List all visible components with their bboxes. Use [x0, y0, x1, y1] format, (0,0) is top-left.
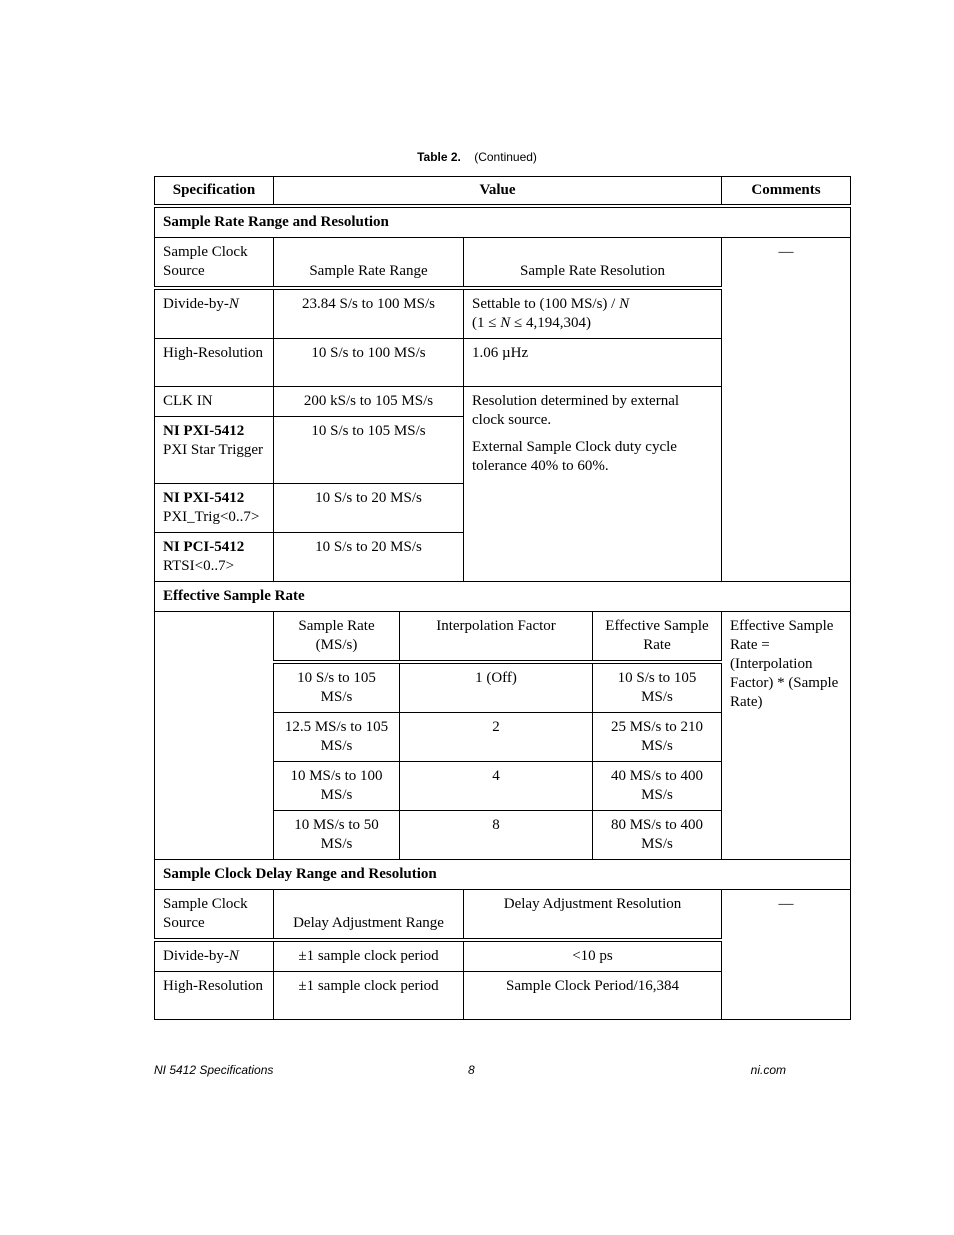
resolution-text: (1 ≤	[472, 315, 501, 331]
sample-rate-cell: 12.5 MS/s to 105 MS/s	[274, 713, 400, 762]
comment-delay: —	[722, 890, 851, 1020]
delay-resolution-cell: <10 ps	[464, 940, 722, 972]
table-header-row	[155, 177, 851, 207]
subheader-row	[155, 238, 851, 289]
subheader-effective-rate: Effective Sample Rate	[593, 612, 722, 663]
source-text: Divide-by-	[163, 948, 229, 964]
sample-rate-cell: 10 S/s to 105 MS/s	[274, 662, 400, 713]
sample-rate-cell: 10 MS/s to 100 MS/s	[274, 762, 400, 811]
caption-text: (Continued)	[474, 150, 537, 164]
section-sample-rate: Sample Rate Range and Resolution	[155, 206, 851, 238]
resolution-text: Settable to (100 MS/s) /	[472, 296, 620, 312]
factor-cell: 4	[400, 762, 593, 811]
sample-rate-cell: 10 MS/s to 50 MS/s	[274, 811, 400, 860]
source-cell	[155, 940, 274, 972]
subheader-sample-rate: Sample Rate (MS/s)	[274, 612, 400, 663]
source-text: Divide-by-	[163, 296, 229, 312]
specifications-table	[154, 176, 851, 1020]
subheader-row	[155, 890, 851, 941]
source-text: PXI_Trig<0..7>	[163, 509, 260, 525]
source-cell: CLK IN	[155, 387, 274, 417]
footer-document-title: NI 5412 Specifications	[154, 1063, 274, 1077]
source-text: PXI Star Trigger	[163, 442, 264, 458]
source-cell: High-Resolution	[155, 339, 274, 387]
delay-resolution-cell: Sample Clock Period/16,384	[464, 972, 722, 1020]
section-row	[155, 860, 851, 890]
section-row	[155, 206, 851, 238]
resolution-note: External Sample Clock duty cycle tolerance 40% to 60%.	[472, 439, 677, 474]
resolution-note: Resolution determined by external clock source.	[472, 393, 680, 428]
footer-page-number: 8	[468, 1063, 475, 1077]
footer-website: ni.com	[750, 1063, 786, 1077]
page-footer	[154, 1063, 786, 1077]
factor-cell: 2	[400, 713, 593, 762]
range-cell: 200 kS/s to 105 MS/s	[274, 387, 464, 417]
section-row	[155, 582, 851, 612]
source-variable: N	[228, 296, 239, 312]
effective-rate-cell: 25 MS/s to 210 MS/s	[593, 713, 722, 762]
effective-rate-cell: 10 S/s to 105 MS/s	[593, 662, 722, 713]
subheader-rate-resolution: Sample Rate Resolution	[464, 238, 722, 289]
resolution-variable: N	[619, 296, 630, 312]
resolution-cell	[464, 387, 722, 582]
empty-cell	[155, 612, 274, 860]
range-cell: 10 S/s to 20 MS/s	[274, 533, 464, 582]
subheader-rate-range: Sample Rate Range	[274, 238, 464, 289]
resolution-cell: 1.06 µHz	[464, 339, 722, 387]
subheader-clock-source: Sample Clock Source	[155, 890, 274, 941]
header-comments: Comments	[722, 177, 851, 207]
source-cell	[155, 288, 274, 339]
header-value: Value	[274, 177, 722, 207]
range-cell: 10 S/s to 20 MS/s	[274, 484, 464, 533]
section-effective-rate: Effective Sample Rate	[155, 582, 851, 612]
header-specification: Specification	[155, 177, 274, 207]
source-cell	[155, 533, 274, 582]
delay-range-cell: ±1 sample clock period	[274, 972, 464, 1020]
table-caption	[0, 150, 954, 164]
range-cell: 10 S/s to 100 MS/s	[274, 339, 464, 387]
source-model: NI PCI-5412	[163, 539, 245, 555]
subheader-interpolation: Interpolation Factor	[400, 612, 593, 663]
range-cell: 10 S/s to 105 MS/s	[274, 417, 464, 484]
effective-rate-cell: 80 MS/s to 400 MS/s	[593, 811, 722, 860]
resolution-variable: N	[500, 315, 511, 331]
source-variable: N	[228, 948, 239, 964]
section-delay: Sample Clock Delay Range and Resolution	[155, 860, 851, 890]
resolution-text: ≤ 4,194,304)	[510, 315, 591, 331]
source-cell: High-Resolution	[155, 972, 274, 1020]
factor-cell: 1 (Off)	[400, 662, 593, 713]
comment-sample-rate: —	[722, 238, 851, 582]
source-cell	[155, 484, 274, 533]
source-text: RTSI<0..7>	[163, 558, 235, 574]
effective-rate-cell: 40 MS/s to 400 MS/s	[593, 762, 722, 811]
source-model: NI PXI-5412	[163, 423, 245, 439]
delay-range-cell: ±1 sample clock period	[274, 940, 464, 972]
resolution-cell	[464, 288, 722, 339]
subheader-delay-resolution: Delay Adjustment Resolution	[464, 890, 722, 941]
comment-effective-rate: Effective Sample Rate = (Interpolation Factor) * (Sample Rate)	[722, 612, 851, 860]
subheader-row	[155, 612, 851, 663]
subheader-delay-range: Delay Adjustment Range	[274, 890, 464, 941]
source-model: NI PXI-5412	[163, 490, 245, 506]
caption-label: Table 2.	[417, 150, 461, 164]
subheader-clock-source: Sample Clock Source	[155, 238, 274, 289]
source-cell	[155, 417, 274, 484]
range-cell: 23.84 S/s to 100 MS/s	[274, 288, 464, 339]
factor-cell: 8	[400, 811, 593, 860]
